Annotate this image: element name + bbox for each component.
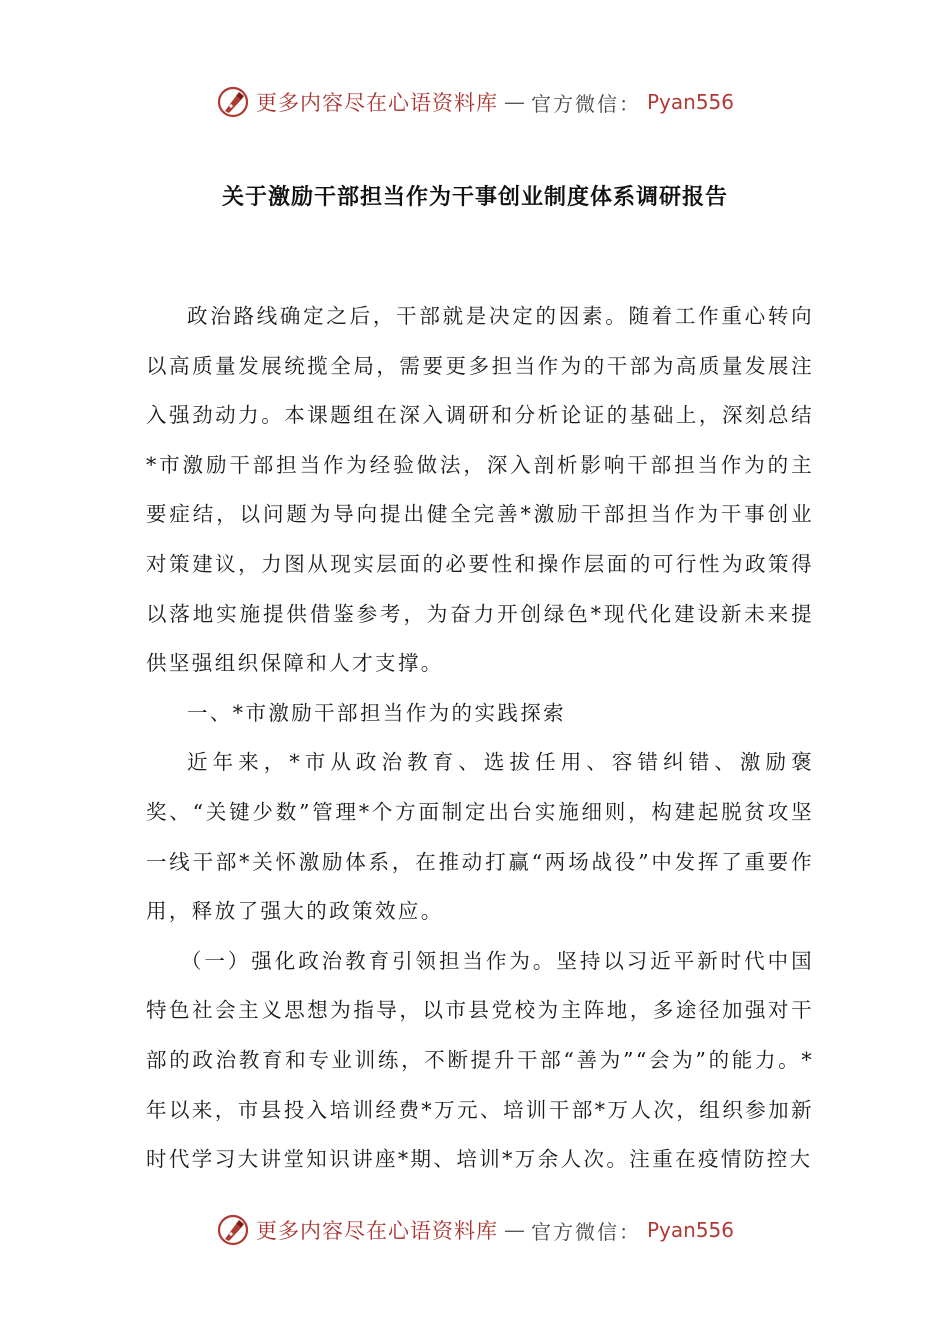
document-title: 关于激励干部担当作为干事创业制度体系调研报告 [221, 185, 728, 210]
watermark-main-text: 更多内容尽在心语资料库 [255, 91, 498, 115]
paragraph-intro: 政治路线确定之后，干部就是决定的因素。随着工作重心转向以高质量发展统揽全局，需要更多担当作为的干部为高质量发展注入强劲动力。本课题组在深入调研和分析论证的基础上，深刻总结*市激励干部担当作为经验做法，深入剖析影响干部担当作为的主要症结，以问题为导向提出健全完善*激励干部担当作为干事创业对策建议，力图从现实层面的必要性和操作层面的可行性为政策得以落地实施提供借鉴参考，为奋力开创绿色*现代化建设新未来提供坚强组织保障和人才支撑。 [146, 304, 814, 676]
watermark-dash: — [503, 90, 525, 114]
watermark-contact-id: Pyan556 [646, 90, 734, 114]
watermark-contact-id: Pyan556 [646, 1218, 734, 1242]
watermark-dash: — [503, 1218, 525, 1242]
watermark-banner-top [0, 82, 950, 122]
pen-nib-circle-icon [216, 1213, 250, 1247]
document-body [146, 292, 814, 1185]
pen-nib-circle-icon [216, 85, 250, 119]
watermark-contact-label: 官方微信： [530, 1219, 641, 1244]
paragraph-subsection-1: （一）强化政治教育引领担当作为。坚持以习近平新时代中国特色社会主义思想为指导，以市县党校为主阵地，多途径加强对干部的政治教育和专业训练，不断提升干部“善为”“会为”的能力。*年以来，市县投入培训经费*万元、培训干部*万人次，组织参加新时代学习大讲堂知识讲座*期、培训*万余人次。注重在疫情防控大 [146, 948, 814, 1172]
paragraph-section-1: 近年来，*市从政治教育、选拔任用、容错纠错、激励褒奖、“关键少数”管理*个方面制定出台实施细则，构建起脱贫攻坚一线干部*关怀激励体系，在推动打赢“两场战役”中发挥了重要作用，释放了强大的政策效应。 [146, 750, 814, 924]
watermark-contact-label: 官方微信： [530, 91, 641, 116]
watermark-banner-bottom [0, 1210, 950, 1250]
section-heading-1: 一、*市激励干部担当作为的实践探索 [187, 700, 567, 725]
watermark-main-text: 更多内容尽在心语资料库 [255, 1219, 498, 1243]
